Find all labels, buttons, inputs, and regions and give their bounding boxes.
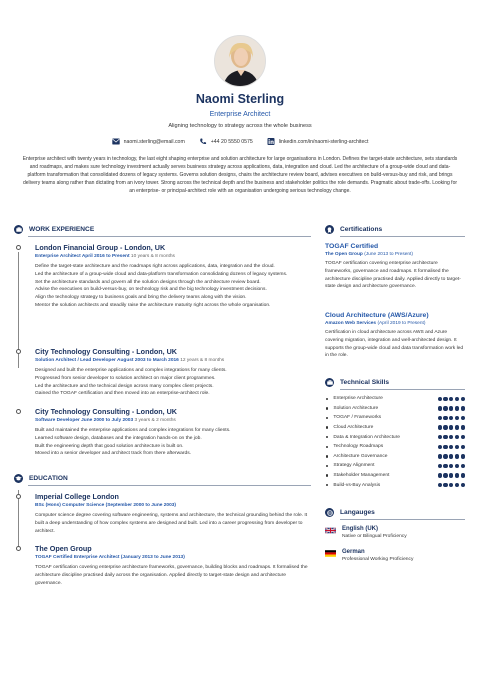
certifications-section-rule	[340, 236, 465, 237]
rating-dot	[449, 483, 453, 487]
rating-dot	[438, 425, 442, 429]
bullet-icon	[326, 398, 328, 400]
employer-title: City Technology Consulting - London, UK	[35, 407, 178, 416]
degree-text: BSc (Hons) Computer Science (September 2000 to June 2003)	[35, 503, 177, 508]
certificate-icon	[325, 225, 334, 234]
skill-label: Architecture Governance	[333, 453, 388, 459]
bullet-icon	[326, 417, 328, 419]
certification-issuer-line	[325, 321, 465, 326]
rating-dot	[455, 416, 459, 420]
rating-dot	[443, 464, 447, 468]
work-bullets	[35, 367, 313, 398]
rating-dot	[438, 416, 442, 420]
work-bullet: Mentor the solution architects and steadily raise the architecture maturity right across the whole organisation.	[35, 302, 271, 308]
rating-dot	[449, 416, 453, 420]
work-experience-title: WORK EXPERIENCE	[29, 226, 95, 233]
languages-section-rule	[340, 519, 465, 520]
cert-date-text: (June 2013 to Present)	[364, 252, 413, 257]
skill-row	[326, 471, 465, 481]
skill-label: Stakeholder Management	[333, 473, 390, 479]
duration-text: 3 years & 2 months	[134, 418, 176, 423]
phone-text: +44 20 5550 0575	[210, 138, 253, 145]
graduation-cap-icon	[14, 474, 23, 483]
rating-dot	[461, 435, 465, 439]
rating-dot	[438, 454, 442, 458]
skill-rating	[438, 473, 465, 477]
rating-dot	[449, 397, 453, 401]
rating-dot	[443, 473, 447, 477]
role-text: Solution Architect / Lead Developer August 2003 to March 2016	[35, 358, 179, 363]
rating-dot	[438, 445, 442, 449]
role-line	[35, 358, 313, 363]
technical-skills-title: Technical Skills	[340, 379, 389, 386]
rating-dot	[461, 397, 465, 401]
skill-row	[326, 423, 465, 433]
uk-flag-icon	[325, 527, 336, 534]
skill-rating	[438, 445, 465, 449]
issuer-text: Amazon Web Services	[325, 321, 377, 326]
work-bullet: Moved into a senior developer and architect track from there afterwards.	[35, 451, 192, 457]
email-icon	[112, 138, 120, 145]
work-bullet: Built and maintained the enterprise applications and complex integrations for many clients.	[35, 428, 231, 433]
skill-rating	[438, 454, 465, 458]
rating-dot	[449, 425, 453, 429]
skill-row	[326, 480, 465, 490]
role-text: Software Developer June 2000 to July 2003	[35, 418, 134, 423]
skill-rating	[438, 483, 465, 487]
rating-dot	[461, 473, 465, 477]
work-bullet: Define the target-state architecture and the roadmaps right across applications, data, integration and the cloud.	[35, 264, 275, 269]
skill-name	[326, 473, 389, 478]
issuer-text: The Open Group	[325, 252, 363, 257]
rating-dot	[438, 406, 442, 410]
work-item	[35, 243, 313, 310]
email-text: naomi.sterling@email.com	[123, 138, 185, 145]
rating-dot	[438, 397, 442, 401]
role-line	[35, 418, 313, 423]
education-section-rule	[28, 485, 311, 486]
certification-title: Cloud Architecture (AWS/Azure)	[325, 312, 429, 319]
timeline-dot	[16, 245, 21, 250]
work-bullet: Advise the executives on build-versus-buy, on technology risk and the big technology investment decisions.	[35, 287, 267, 293]
timeline-dot	[16, 546, 21, 551]
work-bullet: Learned software design, databases and the integration hands-on on the job.	[35, 435, 202, 441]
skill-name	[326, 444, 383, 449]
linkedin-contact[interactable]	[267, 138, 369, 145]
phone-contact[interactable]	[199, 138, 253, 145]
job-title: Enterprise Architect	[209, 111, 271, 118]
rating-dot	[443, 483, 447, 487]
employer-title: City Technology Consulting - London, UK	[35, 347, 178, 356]
rating-dot	[449, 406, 453, 410]
skills-list	[326, 394, 465, 490]
timeline-dot	[16, 409, 21, 414]
work-bullet: Led the architecture and the technical design across many complex client projects.	[35, 383, 214, 389]
cert-date-text: (April 2019 to Present)	[377, 321, 426, 326]
rating-dot	[461, 454, 465, 458]
degree-text: TOGAF Certified Enterprise Architect (January 2013 to June 2013)	[35, 555, 185, 560]
rating-dot	[443, 406, 447, 410]
work-bullet: Set the architecture standards and govern all the solution designs through the architecture review board.	[35, 279, 261, 285]
certifications-title: Certifications	[340, 226, 383, 233]
work-section-rule	[28, 236, 311, 237]
certification-description: TOGAF certification covering enterprise architecture frameworks, governance and roadmaps. It formalised the architecture discipline practised daily. Applied directly to target-state design and architecture governance.	[325, 261, 461, 290]
toolbox-icon	[325, 378, 334, 387]
rating-dot	[443, 435, 447, 439]
education-item	[35, 492, 313, 535]
rating-dot	[461, 464, 465, 468]
education-description: TOGAF certification covering enterprise architecture frameworks, governance, building blocks and roadmaps. It formalised the architecture discipline practised daily across the organisation. Applied directly to target-state design and architecture governance.	[35, 565, 308, 586]
rating-dot	[443, 397, 447, 401]
skill-name	[326, 396, 383, 401]
rating-dot	[455, 435, 459, 439]
rating-dot	[443, 416, 447, 420]
rating-dot	[455, 473, 459, 477]
education-description: Computer science degree covering software engineering, systems and architecture, the technical grounding behind the role. It built a deep understanding of how complex systems are designed and built. Led into a career progressing from developer to architect.	[35, 513, 308, 534]
bullet-icon	[326, 407, 328, 409]
rating-dot	[455, 464, 459, 468]
tagline: Aligning technology to strategy across the whole business	[168, 123, 312, 129]
rating-dot	[455, 406, 459, 410]
duration-text: 12 years & 8 months	[180, 358, 225, 363]
rating-dot	[455, 454, 459, 458]
skill-label: Technology Roadmaps	[333, 444, 384, 450]
skill-rating	[438, 406, 465, 410]
skill-row	[326, 452, 465, 462]
skill-rating	[438, 435, 465, 439]
certification-item	[325, 243, 465, 291]
briefcase-icon	[14, 225, 23, 234]
education-timeline-line	[18, 490, 19, 550]
work-bullet: Built the engineering depth that good solution architecture is built on.	[35, 443, 184, 449]
skill-name	[326, 415, 381, 420]
language-item	[325, 526, 407, 539]
rating-dot	[455, 483, 459, 487]
skill-label: Strategy Alignment	[333, 463, 375, 469]
skill-rating	[438, 464, 465, 468]
skill-row	[326, 432, 465, 442]
work-bullet: Led the architecture of a group-wide cloud and data-platform transformation consolidating dozens of legacy systems.	[35, 271, 288, 277]
school-title: Imperial College London	[35, 492, 119, 501]
skill-label: Solution Architecture	[333, 405, 379, 411]
role-line	[35, 254, 313, 259]
language-name: English (UK)	[342, 526, 378, 532]
bullet-icon	[326, 474, 328, 476]
skill-row	[326, 461, 465, 471]
work-bullet: Gained the TOGAF certification and then moved into an enterprise-architect role.	[35, 391, 210, 397]
skill-row	[326, 404, 465, 414]
bullet-icon	[326, 426, 328, 428]
rating-dot	[443, 425, 447, 429]
rating-dot	[438, 473, 442, 477]
languages-heading	[325, 508, 375, 517]
rating-dot	[438, 435, 442, 439]
timeline-dot	[16, 349, 21, 354]
certification-item	[325, 312, 465, 360]
bullet-icon	[326, 436, 328, 438]
education-title: EDUCATION	[29, 475, 68, 482]
timeline-dot	[16, 494, 21, 499]
language-item	[325, 549, 413, 562]
professional-summary: Enterprise architect with twenty years in technology, the last eight shaping enterprise and solution architecture for large organisations in London. Defines the target-state architecture, sets standards and roadmaps, and makes sure technology investment actually serves business strategy across applications, data, integration and cloud. Led the architecture of a group-wide cloud and data-platform transformation that consolidated dozens of legacy systems. Governs solution designs, chairs the architecture review board, advises executives on build-versus-buy and risk, and brings delivery teams along rather than dictating from an ivory tower. Strong across the technical depth and the business and stakeholder politics the role demands. Pragmatic about trade-offs. Looking for an enterprise- or principal-architect role with an organisation undergoing serious technology change.	[22, 156, 458, 194]
language-name: German	[342, 549, 365, 555]
skill-rating	[438, 416, 465, 420]
skill-row	[326, 394, 465, 404]
rating-dot	[449, 435, 453, 439]
bullet-icon	[326, 446, 328, 448]
work-bullet: Align the technology strategy to business goals and bring the delivery teams along with the vision.	[35, 295, 247, 301]
skill-name	[326, 454, 388, 459]
work-bullet: Designed and built the enterprise applications and complex integrations for many clients.	[35, 368, 227, 373]
profile-photo	[214, 35, 266, 87]
duration-text: 10 years & 8 months	[130, 254, 175, 259]
rating-dot	[449, 445, 453, 449]
school-title: The Open Group	[35, 544, 92, 553]
bullet-icon	[326, 465, 328, 467]
rating-dot	[443, 454, 447, 458]
rating-dot	[461, 483, 465, 487]
skill-label: Data & Integration Architecture	[333, 434, 400, 440]
rating-dot	[443, 445, 447, 449]
work-bullets	[35, 427, 313, 458]
germany-flag-icon	[325, 550, 336, 557]
rating-dot	[455, 425, 459, 429]
skill-name	[326, 425, 373, 430]
skill-label: Cloud Architecture	[333, 425, 374, 431]
skill-row	[326, 442, 465, 452]
rating-dot	[461, 406, 465, 410]
rating-dot	[438, 483, 442, 487]
candidate-name: Naomi Sterling	[195, 92, 285, 106]
work-item	[35, 407, 313, 458]
rating-dot	[449, 473, 453, 477]
education-heading	[14, 474, 68, 483]
rating-dot	[455, 445, 459, 449]
skill-name	[326, 483, 380, 488]
work-item	[35, 347, 313, 398]
skills-section-rule	[340, 389, 465, 390]
skill-name	[326, 406, 378, 411]
employer-title: London Financial Group - London, UK	[35, 243, 166, 252]
rating-dot	[461, 416, 465, 420]
certification-issuer-line	[325, 252, 465, 257]
education-item	[35, 544, 313, 587]
email-contact[interactable]	[112, 138, 185, 145]
languages-title: Langauges	[340, 509, 375, 516]
rating-dot	[449, 464, 453, 468]
technical-skills-heading	[325, 378, 389, 387]
skill-rating	[438, 397, 465, 401]
rating-dot	[449, 454, 453, 458]
skill-label: Enterprise Architecture	[333, 396, 383, 402]
skill-rating	[438, 425, 465, 429]
work-bullets	[35, 263, 313, 310]
certification-title: TOGAF Certified	[325, 243, 379, 250]
linkedin-icon	[267, 138, 275, 145]
skill-label: TOGAF / Frameworks	[333, 415, 382, 421]
skill-row	[326, 413, 465, 423]
language-level: Native or Bilingual Proficiency	[342, 534, 407, 539]
rating-dot	[438, 464, 442, 468]
contact-bar	[0, 138, 480, 145]
rating-dot	[461, 425, 465, 429]
work-bullet: Progressed from senior developer to solution architect on major client programmes.	[35, 375, 216, 381]
globe-icon	[325, 508, 334, 517]
linkedin-text: linkedin.com/in/naomi-sterling-architect	[278, 138, 369, 145]
certification-description: Certification in cloud architecture across AWS and Azure covering migration, integration and well-architected design. It supports the group-wide cloud and data transformation work led in the role.	[325, 330, 464, 359]
work-experience-heading	[14, 225, 94, 234]
role-text: Enterprise Architect April 2016 to Present	[35, 254, 130, 259]
skill-name	[326, 463, 374, 468]
skill-label: Build-vs-Buy Analysis	[333, 482, 381, 488]
certifications-heading	[325, 225, 382, 234]
phone-icon	[199, 138, 207, 145]
bullet-icon	[326, 484, 328, 486]
language-level: Professional Working Proficiency	[342, 557, 414, 562]
skill-name	[326, 435, 400, 440]
bullet-icon	[326, 455, 328, 457]
rating-dot	[461, 445, 465, 449]
rating-dot	[455, 397, 459, 401]
